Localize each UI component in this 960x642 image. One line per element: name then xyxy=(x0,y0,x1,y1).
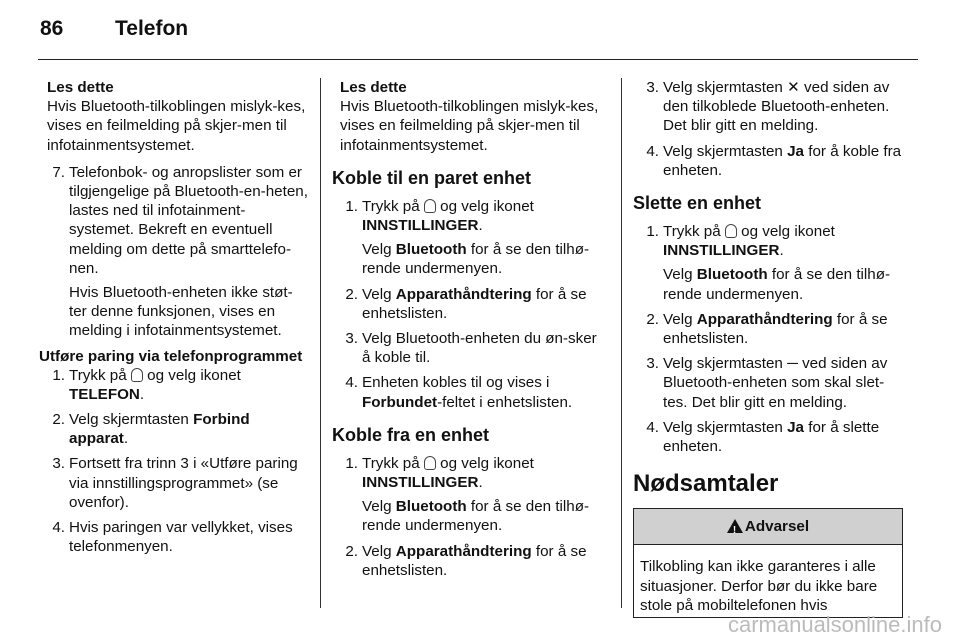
phone-icon xyxy=(725,224,737,238)
step-text: Hvis paringen var vellykket, vises telefonmenyen. xyxy=(69,519,293,556)
step-list xyxy=(340,454,608,580)
column-3 xyxy=(633,78,903,618)
list-item xyxy=(47,454,309,512)
list-item xyxy=(340,454,608,536)
list-item xyxy=(340,373,608,411)
step-number: 2. xyxy=(345,285,358,303)
list-item xyxy=(340,197,608,279)
list-item xyxy=(340,542,608,580)
step-number: 4. xyxy=(646,142,659,160)
step-text: Velg Apparathåndtering for å se enhetslisten. xyxy=(663,310,888,348)
step-number: 4. xyxy=(345,374,358,392)
step-number: 2. xyxy=(52,411,65,429)
phone-icon xyxy=(131,368,143,382)
step-text: Enheten kobles til og vises i Forbundet-feltet i enhetslisten. xyxy=(362,374,573,411)
list-item xyxy=(641,142,903,180)
chapter-heading: Nødsamtaler xyxy=(633,470,779,498)
step-number: 2. xyxy=(646,310,659,328)
section-heading: Slette en enhet xyxy=(633,193,762,214)
phone-icon xyxy=(424,199,436,213)
watermark: carmanualsonline.info xyxy=(727,612,942,637)
step-sub: Velg Bluetooth for å se den tilhø-rende undermenyen. xyxy=(362,498,590,535)
running-title: Telefon xyxy=(115,17,189,40)
phone-icon xyxy=(424,456,436,470)
step-text: Trykk på og velg ikonet TELEFON. xyxy=(69,366,241,403)
step-number: 7. xyxy=(52,163,65,181)
column-2 xyxy=(332,78,608,586)
list-item xyxy=(340,329,608,367)
step-number: 3. xyxy=(646,79,659,96)
step-number: 4. xyxy=(52,519,65,537)
step-number: 3. xyxy=(345,330,358,348)
warning-title: Advarsel xyxy=(744,518,810,536)
column-1 xyxy=(39,78,309,562)
step-number: 1. xyxy=(52,366,65,384)
step-text: Velg skjermtasten Ja for å koble fra enheten. xyxy=(663,142,902,179)
header-rule xyxy=(38,59,918,60)
warning-box xyxy=(633,508,903,618)
step-list xyxy=(641,222,903,456)
step-list xyxy=(340,197,608,412)
section-heading: Koble fra en enhet xyxy=(332,424,490,445)
step-list xyxy=(641,78,903,180)
step-sub: Velg Bluetooth for å se den tilhø-rende undermenyen. xyxy=(663,266,891,303)
step-number: 4. xyxy=(646,418,659,436)
list-item xyxy=(641,222,903,304)
note-1 xyxy=(47,78,309,155)
column-divider xyxy=(621,78,622,608)
step-text: Velg skjermtasten ─ ved siden av Bluetooth-enheten som skal slet-tes. Det blir gitt en melding. xyxy=(663,355,888,411)
step-number: 1. xyxy=(646,223,659,241)
list-item xyxy=(641,354,903,412)
section-heading: Koble til en paret enhet xyxy=(332,167,532,188)
page-number: 86 xyxy=(40,17,64,40)
list-item xyxy=(641,310,903,348)
step-text: Velg Bluetooth-enheten du øn-sker å koble til. xyxy=(362,330,597,367)
note-body: Hvis Bluetooth-tilkoblingen mislyk-kes, vises en feilmelding på skjer-men til infotainmentsystemet. xyxy=(47,98,306,154)
section-heading: Utføre paring via telefonprogrammet xyxy=(39,347,303,365)
step-text: Velg Apparathåndtering for å se enhetslisten. xyxy=(362,542,587,579)
warning-body: Tilkobling kan ikke garanteres i alle situasjoner. Derfor bør du ikke bare stole på mobiltelefonen hvis xyxy=(640,558,878,614)
page-header xyxy=(0,0,960,60)
list-item xyxy=(641,418,903,456)
step-text: Velg skjermtasten ✕ ved siden av den tilkoblede Bluetooth-enheten. Det blir gitt en melding. xyxy=(663,79,890,135)
list-item xyxy=(47,366,309,404)
note-title: Les dette xyxy=(340,79,407,96)
column-divider xyxy=(320,78,321,608)
list-item xyxy=(47,518,309,556)
step-text: Trykk på og velg ikonet INNSTILLINGER. xyxy=(362,197,534,235)
step-list xyxy=(47,163,309,341)
step-sub: Velg Bluetooth for å se den tilhø-rende undermenyen. xyxy=(362,241,590,278)
note-2 xyxy=(340,78,608,155)
list-item xyxy=(340,285,608,323)
warning-header xyxy=(634,509,902,545)
step-number: 2. xyxy=(345,542,358,560)
step-text: Fortsett fra trinn 3 i «Utføre paring via innstillingsprogrammet» (se ovenfor). xyxy=(69,455,298,511)
list-item xyxy=(641,78,903,136)
note-body: Hvis Bluetooth-tilkoblingen mislyk-kes, vises en feilmelding på skjer-men til infotainmentsystemet. xyxy=(340,98,599,154)
warning-icon xyxy=(727,519,743,533)
step-extra: Hvis Bluetooth-enheten ikke støt-ter denne funksjonen, vises en melding i infotainmentsystemet. xyxy=(69,284,293,340)
step-list xyxy=(47,366,309,557)
step-number: 3. xyxy=(52,455,65,473)
list-item xyxy=(47,163,309,341)
step-number: 1. xyxy=(345,454,358,472)
step-text: Velg skjermtasten Ja for å slette enheten. xyxy=(663,418,880,456)
step-text: Trykk på og velg ikonet INNSTILLINGER. xyxy=(362,454,534,492)
step-text: Trykk på og velg ikonet INNSTILLINGER. xyxy=(663,223,835,260)
step-text: Velg skjermtasten Forbind apparat. xyxy=(69,411,250,448)
note-title: Les dette xyxy=(47,79,114,96)
list-item xyxy=(47,410,309,448)
step-number: 3. xyxy=(646,355,659,373)
step-text: Telefonbok- og anropslister som er tilgjengelige på Bluetooth-en-heten, lastes ned til infotainment-systemet. Bekreft en eventuell melding om dette på smarttelefo-nen. xyxy=(69,163,308,277)
step-number: 1. xyxy=(345,197,358,215)
step-text: Velg Apparathåndtering for å se enhetslisten. xyxy=(362,285,587,322)
